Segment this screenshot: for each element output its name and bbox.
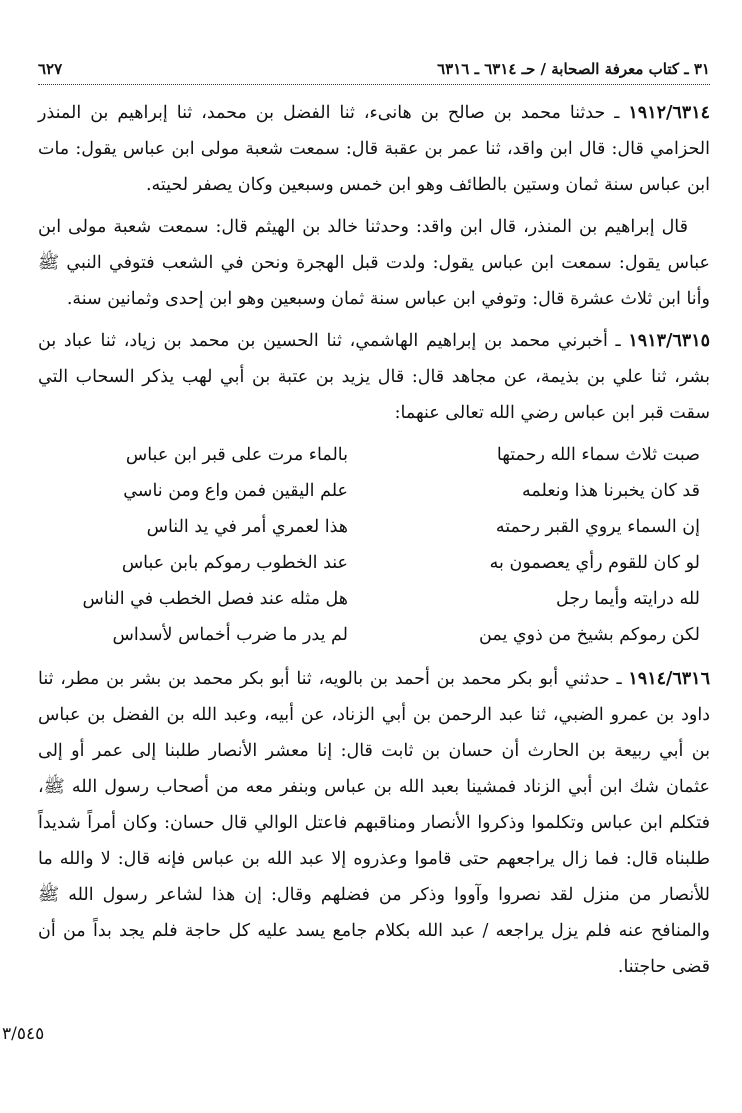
hadith-text: ـ أخبرني محمد بن إبراهيم الهاشمي، ثنا الحسين بن محمد بن زياد، ثنا عباد بن بشر، ثنا علي بن بذيمة، عن مجاهد قال: قال يزيد بن عتبة بن أبي لهب يذكر السحاب التي سقت قبر ابن عباس رضي الله تعالى عنهما: (38, 331, 710, 423)
hemistich-second: علم اليقين فمن واع ومن ناسي (123, 481, 348, 501)
poem-verse (48, 437, 700, 473)
poem-verse (48, 617, 700, 653)
hadith-paragraph (38, 323, 710, 431)
poem (38, 437, 710, 653)
hadith-number: ١٩١٢/٦٣١٤ (628, 103, 710, 123)
hadith-paragraph (38, 661, 710, 985)
header-title: ٣١ ـ كتاب معرفة الصحابة / حـ ٦٣١٤ ـ ٦٣١٦ (437, 60, 710, 78)
hemistich-second: عند الخطوب رموكم بابن عباس (121, 553, 348, 573)
hemistich-first: لله درايته وأيما رجل (556, 589, 700, 609)
page-number: ٦٢٧ (38, 60, 63, 78)
poem-verse (48, 545, 700, 581)
hemistich-first: لو كان للقوم رأي يعصمون به (489, 553, 700, 573)
hadith-paragraph (38, 95, 710, 203)
running-header (38, 58, 710, 85)
document-page (38, 58, 710, 991)
hemistich-second: هل مثله عند فصل الخطب في الناس (82, 589, 348, 609)
hemistich-first: صبت ثلاث سماء الله رحمتها (496, 445, 700, 465)
margin-reference: ٣/٥٤٥ (2, 1024, 45, 1044)
hemistich-second: هذا لعمري أمر في يد الناس (146, 517, 348, 537)
poem-verse (48, 581, 700, 617)
hemistich-first: لكن رموكم بشيخ من ذوي يمن (479, 625, 700, 645)
poem-verse (48, 509, 700, 545)
hadith-number: ١٩١٣/٦٣١٥ (628, 331, 710, 351)
hadith-text: ـ حدثني أبو بكر محمد بن أحمد بن بالويه، ثنا أبو بكر محمد بن بشر بن مطر، ثنا داود بن عمرو الضبي، ثنا عبد الرحمن بن أبي الزناد، عن أبيه، وعبد الله بن الفضل بن عباس بن أبي ربيعة بن الحارث أن حسان بن ثابت قال: إنا معشر الأنصار طلبنا إلى عمر أو إلى عثمان شك ابن أبي الزناد فمشينا بعبد الله بن عباس وبنفر معه من أصحاب رسول الله ﷺ، فتكلم ابن عباس وتكلموا وذكروا الأنصار ومناقبهم فاعتل الوالي قال حسان: وكان أمراً شديداً طلبناه قال: فما زال يراجعهم حتى قاموا وعذروه إلا عبد الله بن عباس فإنه قال: لا والله ما للأنصار من منزل لقد نصروا وآووا وذكر من فضلهم وقال: إن هذا لشاعر رسول الله ﷺ والمنافح عنه فلم يزل يراجعه / عبد الله بكلام جامع يسد عليه كل حاجة فلم يجد بداً من أن قضى حاجتنا. (38, 669, 710, 977)
hemistich-second: لم يدر ما ضرب أخماس لأسداس (112, 625, 348, 645)
hemistich-first: قد كان يخبرنا هذا ونعلمه (522, 481, 700, 501)
paragraph: قال إبراهيم بن المنذر، قال ابن واقد: وحدثنا خالد بن الهيثم قال: سمعت شعبة مولى ابن عباس يقول: سمعت ابن عباس يقول: ولدت قبل الهجرة ونحن في الشعب فتوفي النبي ﷺ وأنا ابن ثلاث عشرة قال: وتوفي ابن عباس سنة ثمان وسبعين وهو ابن إحدى وثمانين سنة. (38, 217, 710, 309)
hadith-number: ١٩١٤/٦٣١٦ (628, 669, 710, 689)
hadith-text: ـ حدثنا محمد بن صالح بن هانىء، ثنا الفضل بن محمد، ثنا إبراهيم بن المنذر الحزامي قال: قال ابن واقد، ثنا عمر بن عقبة قال: سمعت شعبة مولى ابن عباس يقول: مات ابن عباس سنة ثمان وستين بالطائف وهو ابن خمس وسبعين وكان يصفر لحيته. (38, 103, 710, 195)
hemistich-first: إن السماء يروي القبر رحمته (495, 517, 700, 537)
poem-verse (48, 473, 700, 509)
hemistich-second: بالماء مرت على قبر ابن عباس (125, 445, 348, 465)
